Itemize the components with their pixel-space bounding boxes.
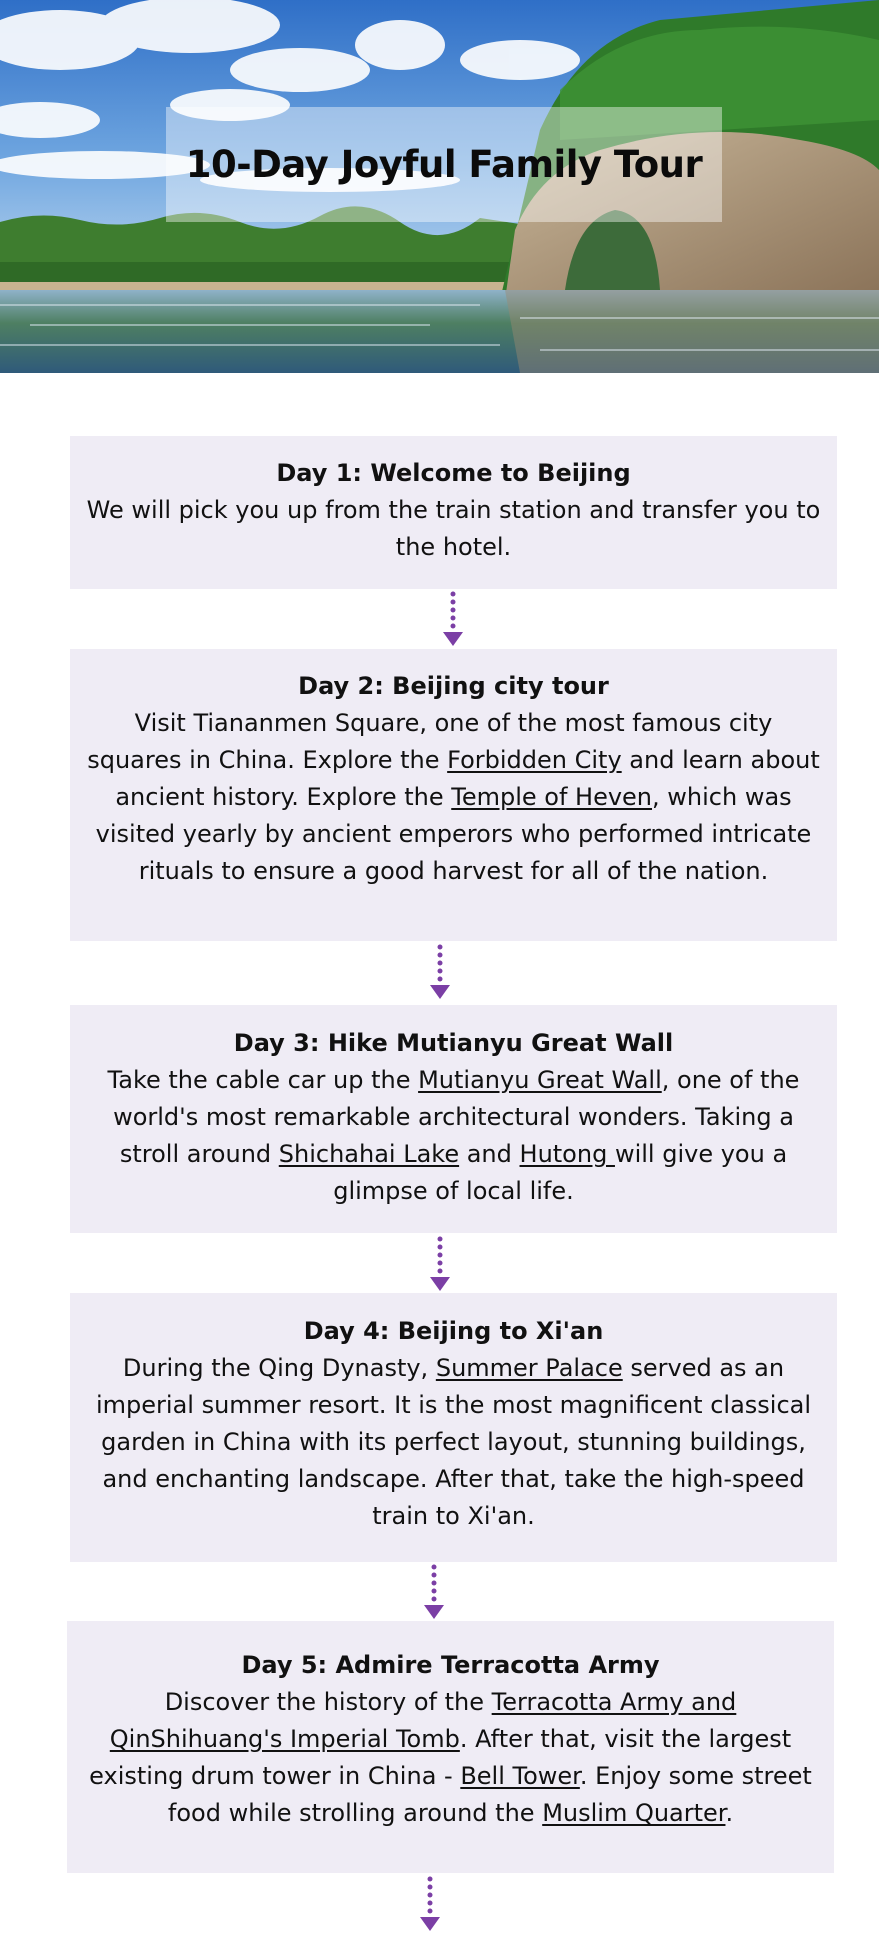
day-description	[81, 1684, 820, 1832]
day-card-5	[67, 1621, 834, 1873]
day-title: Day 4: Beijing to Xi'an	[303, 1317, 604, 1345]
day-title: Day 1: Welcome to Beijing	[276, 459, 631, 487]
muslim-quarter-link[interactable]: Muslim Quarter	[542, 1799, 726, 1827]
day-description	[84, 1350, 823, 1535]
day-description	[84, 492, 823, 566]
temple-of-heaven-link[interactable]: Temple of Heven	[451, 783, 653, 811]
day-description-text: , one of the world's most remarkable architectural wonders. Taking a stroll around	[113, 1066, 800, 1168]
day-description-text: During the Qing Dynasty,	[122, 1354, 436, 1382]
day-title: Day 2: Beijing city tour	[298, 672, 609, 700]
bell-tower-link[interactable]: Bell Tower	[460, 1762, 580, 1790]
hero-title-box	[166, 107, 722, 222]
hero-banner	[0, 0, 879, 373]
day-description	[84, 705, 823, 890]
shichahai-lake-link[interactable]: Shichahai Lake	[278, 1140, 460, 1168]
day-card-3	[70, 1005, 837, 1233]
day-description-text: and	[459, 1140, 520, 1168]
day-description	[84, 1062, 823, 1210]
day-description-text: , which was visited yearly by ancient emperors who performed intricate rituals to ensure a good harvest for all of the nation.	[95, 783, 812, 885]
day-card-1	[70, 436, 837, 589]
dotted-arrow-down-icon	[428, 1235, 452, 1293]
day-card-2	[70, 649, 837, 941]
hutong-link[interactable]: Hutong	[519, 1140, 615, 1168]
day-description-text: . Enjoy some street food while strolling around the	[167, 1762, 812, 1827]
dotted-arrow-down-icon	[428, 943, 452, 1001]
summer-palace-link[interactable]: Summer Palace	[435, 1354, 623, 1382]
day-card-4	[70, 1293, 837, 1562]
day-description-text: served as an imperial summer resort. It is the most magnificent classical garden in China with its perfect layout, stunning buildings, and enchanting landscape. After that, take the high-speed train to Xi'an.	[95, 1354, 812, 1530]
day-description-text: and learn about ancient history. Explore the	[115, 746, 820, 811]
day-description-text: . After that, visit the largest existing drum tower in China -	[89, 1725, 792, 1790]
day-description-text: .	[725, 1799, 734, 1827]
day-description-text: Take the cable car up the	[107, 1066, 419, 1094]
day-title: Day 3: Hike Mutianyu Great Wall	[233, 1029, 674, 1057]
dotted-arrow-down-icon	[422, 1563, 446, 1621]
day-description-text: Visit Tiananmen Square, one of the most famous city squares in China. Explore the	[87, 709, 773, 774]
forbidden-city-link[interactable]: Forbidden City	[447, 746, 622, 774]
mutianyu-great-wall-link[interactable]: Mutianyu Great Wall	[418, 1066, 662, 1094]
day-title: Day 5: Admire Terracotta Army	[241, 1651, 660, 1679]
day-description-text: We will pick you up from the train station and transfer you to the hotel.	[86, 496, 821, 561]
page-title: 10-Day Joyful Family Tour	[185, 143, 703, 186]
terracotta-army-link[interactable]: Terracotta Army and QinShihuang's Imperial Tomb	[109, 1688, 737, 1753]
dotted-arrow-down-icon	[441, 590, 465, 648]
day-description-text: will give you a glimpse of local life.	[333, 1140, 788, 1205]
day-description-text: Discover the history of the	[164, 1688, 492, 1716]
dotted-arrow-down-icon	[418, 1875, 442, 1933]
